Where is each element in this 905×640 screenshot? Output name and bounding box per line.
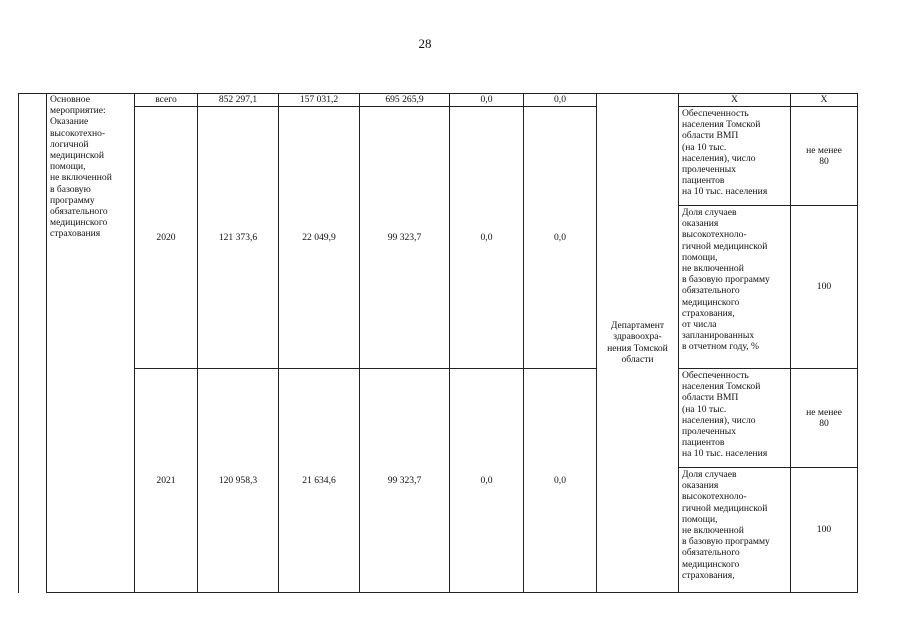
indicator-line: области ВМП <box>682 130 739 142</box>
indicator-line: в базовую программу <box>682 274 770 286</box>
measure-title-line: обязательного <box>50 206 108 218</box>
totals-value-4: 0,0 <box>450 93 524 107</box>
indicator-line: гичной медицинской <box>682 502 768 514</box>
target-line: не менее <box>806 144 842 156</box>
indicator-cell <box>679 369 791 468</box>
indicator-line: медицинского <box>682 558 740 570</box>
target-line: 100 <box>816 524 832 536</box>
indicator-line: на 10 тыс. населения <box>682 448 768 460</box>
indicator-line: пациентов <box>682 175 725 187</box>
department-line: здравоохра- <box>613 331 662 343</box>
indicator-line: населения Томской <box>682 381 761 393</box>
indicator-line: пролеченных <box>682 164 737 176</box>
measure-title-line: помощи, <box>50 161 86 173</box>
year-2020-value-3: 99 323,7 <box>360 107 450 369</box>
measure-title-line: программу <box>50 194 95 206</box>
year-2021-cell: 2021 <box>135 369 198 593</box>
indicator-line: гичной медицинской <box>682 240 768 252</box>
measure-title-cell <box>47 93 135 593</box>
year-2021-value-5: 0,0 <box>524 369 597 593</box>
indicator-line: не включенной <box>682 263 744 275</box>
indicator-line: Доля случаев <box>682 469 737 480</box>
year-2021-value-2: 21 634,6 <box>279 369 360 593</box>
measure-title-line: в базовую <box>50 183 91 195</box>
indicator-line: запланированных <box>682 330 755 342</box>
indicator-line: в отчетном году, % <box>682 341 760 353</box>
year-2020-value-5: 0,0 <box>524 107 597 369</box>
indicator-line: высокотехноло- <box>682 229 747 241</box>
year-2021-value-3: 99 323,7 <box>360 369 450 593</box>
year-2021-value-4: 0,0 <box>450 369 524 593</box>
indicator-line: населения Томской <box>682 119 761 131</box>
indicator-line: Доля случаев <box>682 207 737 218</box>
indicator-line: не включенной <box>682 525 744 537</box>
measure-title-line: не включенной <box>50 172 112 184</box>
measure-title-line: медицинского <box>50 217 108 229</box>
totals-value-2: 157 031,2 <box>279 93 360 107</box>
measure-title-line: высокотехно- <box>50 127 106 139</box>
indicator-cell <box>679 206 791 369</box>
year-2020-value-1: 121 373,6 <box>198 107 279 369</box>
indicator-line: оказания <box>682 480 719 492</box>
department-line: области <box>621 353 654 365</box>
target-cell <box>791 369 858 468</box>
indicator-line: помощи, <box>682 513 718 525</box>
indicator-cell <box>679 468 791 593</box>
totals-target-cell: Х <box>791 93 858 107</box>
year-2020-cell: 2020 <box>135 107 198 369</box>
indicator-line: медицинского <box>682 296 740 308</box>
indicator-line: обязательного <box>682 285 740 297</box>
indicator-line: страхования, <box>682 569 735 581</box>
totals-value-5: 0,0 <box>524 93 597 107</box>
year-2021-value-1: 120 958,3 <box>198 369 279 593</box>
totals-value-1: 852 297,1 <box>198 93 279 107</box>
target-line: 80 <box>819 418 829 429</box>
measure-title-line: Основное <box>50 94 90 105</box>
indicator-line: (на 10 тыс. <box>682 141 727 153</box>
indicator-cell <box>679 107 791 206</box>
measure-title-line: Оказание <box>50 116 89 128</box>
target-line: 100 <box>816 281 832 293</box>
department-line: нения Томской <box>607 342 668 354</box>
totals-year-cell: всего <box>135 93 198 107</box>
indicator-line: населения), число <box>682 414 756 426</box>
year-2020-value-4: 0,0 <box>450 107 524 369</box>
target-cell <box>791 206 858 369</box>
indicator-line: (на 10 тыс. <box>682 403 727 415</box>
indicator-line: области ВМП <box>682 392 739 404</box>
indicator-line: оказания <box>682 218 719 230</box>
target-line: 80 <box>819 156 829 167</box>
measure-title-line: страхования <box>50 228 101 240</box>
indicator-line: Обеспеченность <box>682 108 749 119</box>
indicator-line: пациентов <box>682 437 725 449</box>
department-cell <box>597 93 679 593</box>
measure-title-line: медицинской <box>50 150 104 162</box>
department-line: Департамент <box>610 320 665 332</box>
totals-indicator-cell: Х <box>679 93 791 107</box>
totals-value-3: 695 265,9 <box>360 93 450 107</box>
indicator-line: помощи, <box>682 251 718 263</box>
indicator-line: от числа <box>682 319 717 331</box>
target-cell <box>791 107 858 206</box>
indicator-line: высокотехноло- <box>682 491 747 503</box>
indicator-line: на 10 тыс. населения <box>682 186 768 198</box>
page-number: 28 <box>418 36 432 51</box>
indicator-line: Обеспеченность <box>682 370 749 381</box>
indicator-line: обязательного <box>682 547 740 559</box>
target-cell <box>791 468 858 593</box>
measure-title-line: логичной <box>50 138 89 150</box>
indicator-line: страхования, <box>682 307 735 319</box>
measure-title-line: мероприятие: <box>50 105 106 117</box>
year-2020-value-2: 22 049,9 <box>279 107 360 369</box>
indicator-line: населения), число <box>682 152 756 164</box>
indicator-line: пролеченных <box>682 426 737 438</box>
indicator-line: в базовую программу <box>682 536 770 548</box>
target-line: не менее <box>806 406 842 418</box>
